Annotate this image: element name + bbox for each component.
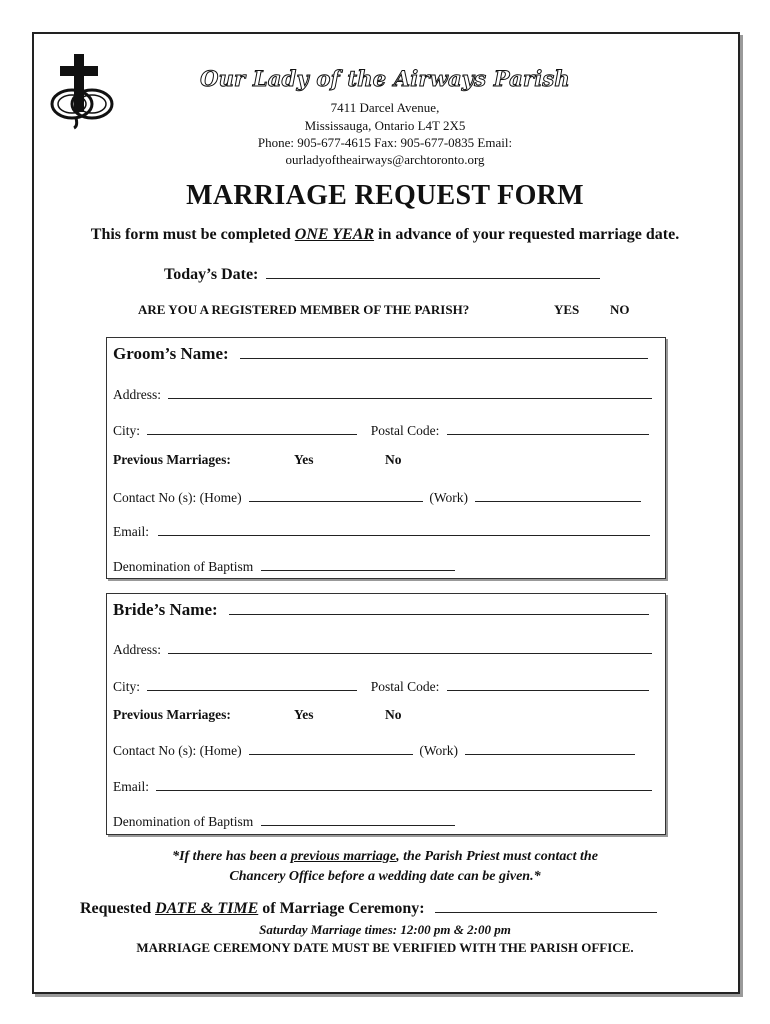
- requested-date-label: Requested DATE & TIME of Marriage Ceremony:: [80, 900, 425, 917]
- groom-address-label: Address:: [113, 387, 161, 402]
- groom-name-label: Groom’s Name:: [113, 344, 229, 363]
- bride-work-phone-field[interactable]: [465, 740, 635, 755]
- bride-address-label: Address:: [113, 642, 161, 657]
- groom-baptism-label: Denomination of Baptism: [113, 559, 254, 574]
- saturday-marriage-times: Saturday Marriage times: 12:00 pm & 2:00 pm: [259, 922, 511, 937]
- bride-prev-marriages-label: Previous Marriages:: [113, 707, 231, 722]
- bride-home-phone-field[interactable]: [249, 740, 413, 755]
- bride-email-label: Email:: [113, 779, 149, 794]
- bride-name-label: Bride’s Name:: [113, 600, 218, 619]
- requested-date-field[interactable]: [435, 898, 657, 913]
- groom-prev-yes-option[interactable]: Yes: [294, 452, 314, 467]
- bride-city-label: City:: [113, 679, 141, 694]
- bride-name-field[interactable]: [229, 600, 649, 615]
- registered-no-option[interactable]: NO: [610, 302, 630, 317]
- parish-name: Our Lady of the Airways Parish: [200, 66, 570, 91]
- groom-section: [106, 337, 666, 579]
- registered-question: ARE YOU A REGISTERED MEMBER OF THE PARISH?: [138, 302, 470, 317]
- bride-prev-no-option[interactable]: No: [385, 707, 402, 722]
- bride-contact-label: Contact No (s): (Home): [113, 743, 242, 758]
- bride-baptism-field[interactable]: [261, 811, 455, 826]
- groom-prev-no-option[interactable]: No: [385, 452, 402, 467]
- groom-email-label: Email:: [113, 524, 149, 539]
- bride-section: [106, 593, 666, 835]
- groom-name-field[interactable]: [240, 344, 648, 359]
- todays-date-field[interactable]: [266, 264, 600, 279]
- registered-member-row: [138, 302, 638, 318]
- bride-address-field[interactable]: [168, 639, 652, 654]
- bride-city-field[interactable]: [147, 676, 357, 691]
- groom-address-field[interactable]: [168, 384, 652, 399]
- todays-date-label: Today’s Date:: [164, 266, 259, 283]
- bride-postal-label: Postal Code:: [370, 679, 440, 694]
- bride-prev-yes-option[interactable]: Yes: [294, 707, 314, 722]
- address-line-2: Mississauga, Ontario L4T 2X5: [304, 118, 466, 133]
- advance-note: This form must be completed ONE YEAR in advance of your requested marriage date.: [90, 226, 680, 243]
- groom-work-phone-field[interactable]: [475, 487, 641, 502]
- groom-home-phone-field[interactable]: [249, 487, 423, 502]
- registered-yes-option[interactable]: YES: [554, 302, 580, 317]
- groom-email-field[interactable]: [158, 521, 650, 536]
- groom-postal-field[interactable]: [447, 420, 649, 435]
- bride-postal-field[interactable]: [447, 676, 649, 691]
- verify-note: MARRIAGE CEREMONY DATE MUST BE VERIFIED WITH THE PARISH OFFICE.: [136, 940, 634, 955]
- groom-baptism-field[interactable]: [261, 556, 455, 571]
- bride-work-label: (Work): [419, 743, 458, 758]
- groom-city-field[interactable]: [147, 420, 357, 435]
- groom-prev-marriages-label: Previous Marriages:: [113, 452, 231, 467]
- phone-fax: Phone: 905-677-4615 Fax: 905-677-0835 Email:: [257, 135, 513, 150]
- groom-city-label: City:: [113, 423, 141, 438]
- groom-work-label: (Work): [429, 490, 468, 505]
- groom-postal-label: Postal Code:: [370, 423, 440, 438]
- bride-baptism-label: Denomination of Baptism: [113, 814, 254, 829]
- bride-email-field[interactable]: [156, 776, 652, 791]
- address-line-1: 7411 Darcel Avenue,: [330, 100, 440, 115]
- parish-email: ourladyoftheairways@archtoronto.org: [285, 152, 485, 167]
- requested-date-row: [80, 898, 657, 918]
- groom-contact-label: Contact No (s): (Home): [113, 490, 242, 505]
- previous-marriage-note: *If there has been a previous marriage, the Parish Priest must contact the Chancery Office before a wedding date can be given.*: [172, 849, 598, 884]
- todays-date-row: [164, 264, 600, 284]
- cross-rings-logo: [48, 52, 122, 130]
- form-title: MARRIAGE REQUEST FORM: [186, 180, 584, 211]
